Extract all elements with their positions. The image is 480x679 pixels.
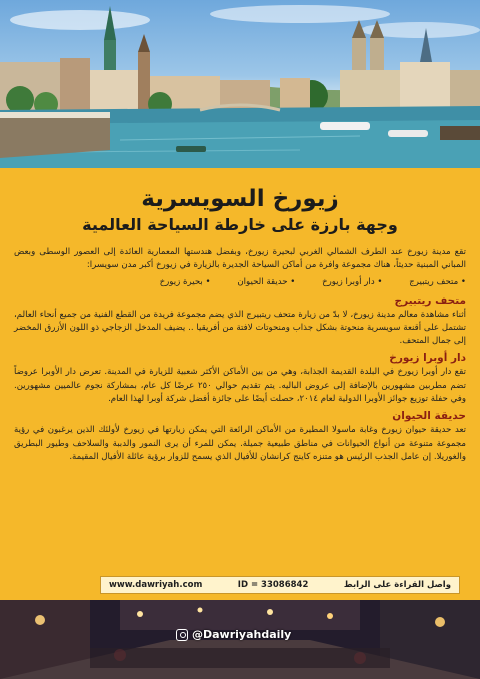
social-handle[interactable] — [176, 628, 291, 641]
section-body-zoo: تعد حديقة حيوان زيورخ وغابة ماسولا المطيرة من الأماكن الرائعة التي يمكن زيارتها في زيورخ لأولئك الذين يرغبون في رؤية مجموعة متنوعة من أنواع الحيوانات في مناطق طبيعية جميلة. يمكن للمرء أن يرى النمور والدببة والسلاحف وطيور البطريق والغوريلا. إن عامل الجذب الرئيس هو متنزه كاينج كرانشان للأفيال الذي يسمح للزوار برؤية عائلة الأفيال المقيمة. — [14, 425, 466, 462]
list-item: • حديقة الحيوان — [237, 276, 296, 287]
section-body-rietberg: أثناء مشاهدة معالم مدينة زيورخ، لا بدّ من زيارة متحف ريتبيرج الذي يضم مجموعة فريدة من القطع الفنية من جميع أنحاء العالم، تشتمل على أقنعة سويسرية منحوتة بشكل جذاب ومنحوتات لافتة من أفريقيا .. يضيف المدخل الزجاجي ذو اللون الأزرق المخضر إلى جمال المتحف. — [14, 309, 466, 347]
read-more-label: واصل القراءة على الرابط — [343, 580, 451, 590]
section-heading-rietberg: متحف ريتبيرج — [394, 294, 466, 307]
read-more-link-bar[interactable] — [100, 576, 460, 594]
website-url[interactable]: www.dawriyah.com — [109, 580, 203, 590]
list-item: • بحيرة زيورخ — [159, 276, 211, 287]
intro-paragraph: تقع مدينة زيورخ عند الطرف الشمالي الغربي لبحيرة زيورخ، وبفضل هندستها المعمارية العائدة إلى العصور الوسطى وبعض المباني المبنية حديثاً، هناك مجموعة وافرة من أماكن السياحة الجديرة بالزيارة في زيورخ أكبر مدن سويسرا: — [14, 247, 466, 271]
section-heading-opera: دار أوبرا زيورخ — [389, 352, 466, 365]
list-item: • دار أوبرا زيورخ — [322, 276, 383, 287]
article-id: ID = 33086842 — [237, 580, 309, 590]
list-item: • متحف ريتبيرج — [409, 276, 466, 287]
article-title: زيورخ السويسرية — [141, 186, 339, 212]
instagram-icon — [176, 629, 188, 641]
section-body-opera: تقع دار أوبرا زيورخ في البلدة القديمة الجذابة، وهي من بين الأماكن الأكثر شعبية للزيارة في المدينة. تعرض دار الأوبرا عروضاً تضم مطربين مشهورين بالإضافة إلى عروض الباليه. يتم تقديم حوالي ٢٥٠ عرضًا كل عام، بمشاركة نجوم عالميين مشهورين. وفي حفلة توزيع جوائز الأوبرا الدولية لعام ٢٠١٤، حصلت أيضًا على جائزة أفضل شركة أوبرا لهذا العام. — [14, 367, 466, 405]
hero-photo-zurich — [0, 0, 480, 168]
section-heading-zoo: حديقة الحيوان — [392, 410, 466, 423]
article-subtitle: وجهة بارزة على خارطة السياحة العالمية — [82, 215, 398, 234]
attractions-list — [14, 275, 466, 289]
article-panel — [0, 168, 480, 598]
social-handle-text: @Dawriyahdaily — [192, 628, 292, 641]
